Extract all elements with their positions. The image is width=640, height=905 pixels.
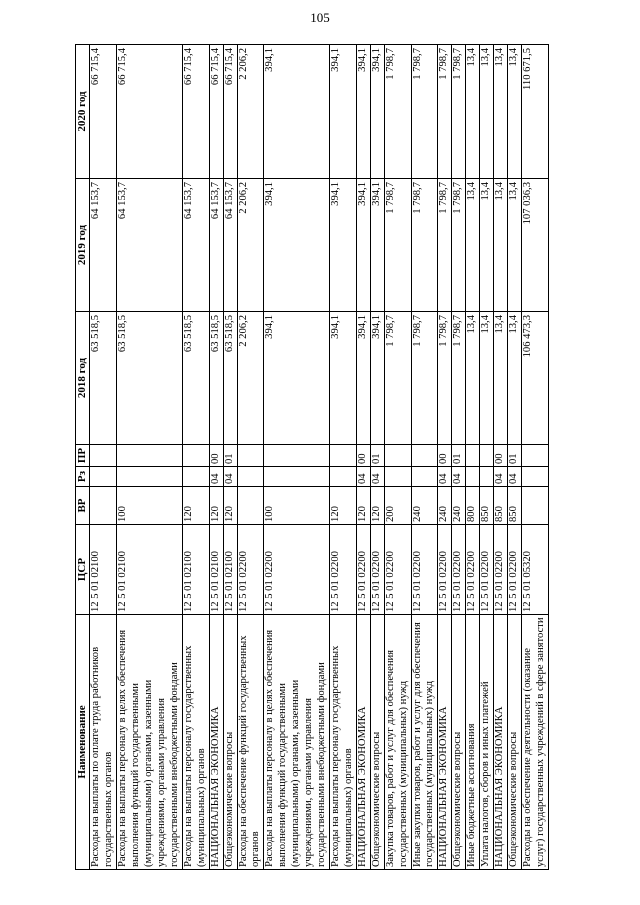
cell-csr: 12 5 01 02100 (209, 525, 223, 615)
cell-pr (330, 445, 357, 467)
cell-2020: 66 715,4 (90, 45, 117, 179)
cell-2018: 63 518,5 (209, 312, 223, 445)
cell-2020: 394,1 (356, 45, 370, 179)
cell-2018: 63 518,5 (117, 312, 183, 445)
cell-rz: 04 (356, 467, 370, 487)
cell-2019: 13,4 (480, 179, 494, 312)
cell-2020: 394,1 (264, 45, 330, 179)
table-row (209, 45, 223, 870)
header-pr: ПР (76, 445, 90, 467)
cell-rz: 04 (370, 467, 384, 487)
cell-2018: 394,1 (370, 312, 384, 445)
cell-2019: 64 153,7 (117, 179, 183, 312)
cell-2018: 1 798,7 (384, 312, 411, 445)
cell-name: НАЦИОНАЛЬНАЯ ЭКОНОМИКА (494, 615, 508, 870)
cell-rz (264, 467, 330, 487)
cell-rz (237, 467, 264, 487)
cell-pr (411, 445, 438, 467)
cell-vr: 240 (452, 487, 466, 525)
header-rz: Рз (76, 467, 90, 487)
table-row (411, 45, 438, 870)
cell-vr (90, 487, 117, 525)
cell-csr: 12 5 01 02100 (117, 525, 183, 615)
cell-name: Расходы на выплаты персоналу в целях обеспечения выполнения функций государственными (муниципальными) органами, казенными учреждениями, органами управления государственными внебюджетными фондами (117, 615, 183, 870)
cell-csr: 12 5 01 02200 (237, 525, 264, 615)
cell-name: Расходы на выплаты персоналу государственных (муниципальных) органов (330, 615, 357, 870)
cell-vr: 850 (480, 487, 494, 525)
cell-rz: 04 (223, 467, 237, 487)
cell-rz: 04 (438, 467, 452, 487)
cell-name: НАЦИОНАЛЬНАЯ ЭКОНОМИКА (356, 615, 370, 870)
cell-csr: 12 5 01 05320 (521, 525, 548, 615)
cell-2019: 394,1 (264, 179, 330, 312)
cell-name: Расходы на обеспечение функций государственных органов (237, 615, 264, 870)
table-row (182, 45, 209, 870)
table-row (452, 45, 466, 870)
rotated-content (75, 45, 590, 870)
cell-rz (411, 467, 438, 487)
cell-2018: 2 206,2 (237, 312, 264, 445)
cell-name: Общеэкономические вопросы (452, 615, 466, 870)
cell-2018: 63 518,5 (182, 312, 209, 445)
cell-2019: 394,1 (356, 179, 370, 312)
cell-2019: 64 153,7 (90, 179, 117, 312)
cell-2020: 66 715,4 (223, 45, 237, 179)
cell-2020: 1 798,7 (452, 45, 466, 179)
cell-pr (90, 445, 117, 467)
cell-2018: 1 798,7 (438, 312, 452, 445)
cell-2019: 64 153,7 (209, 179, 223, 312)
cell-csr: 12 5 01 02200 (356, 525, 370, 615)
cell-vr: 100 (117, 487, 183, 525)
table-row (370, 45, 384, 870)
cell-csr: 12 5 01 02200 (452, 525, 466, 615)
table-row (438, 45, 452, 870)
cell-2019: 13,4 (466, 179, 480, 312)
cell-pr: 00 (438, 445, 452, 467)
cell-pr (237, 445, 264, 467)
cell-name: Иные бюджетные ассигнования (466, 615, 480, 870)
table-row (237, 45, 264, 870)
cell-pr: 00 (356, 445, 370, 467)
cell-vr: 120 (182, 487, 209, 525)
cell-2020: 1 798,7 (438, 45, 452, 179)
cell-rz (384, 467, 411, 487)
cell-name: НАЦИОНАЛЬНАЯ ЭКОНОМИКА (438, 615, 452, 870)
table-row (480, 45, 494, 870)
cell-name: Иные закупки товаров, работ и услуг для обеспечения государственных (муниципальных) нужд (411, 615, 438, 870)
cell-pr: 01 (370, 445, 384, 467)
cell-2019: 107 036,3 (521, 179, 548, 312)
cell-pr: 01 (223, 445, 237, 467)
cell-vr: 120 (370, 487, 384, 525)
header-2020: 2020 год (76, 45, 90, 179)
cell-name: Расходы на выплаты персоналу государственных (муниципальных) органов (182, 615, 209, 870)
cell-vr: 200 (384, 487, 411, 525)
cell-2019: 1 798,7 (384, 179, 411, 312)
cell-csr: 12 5 01 02200 (466, 525, 480, 615)
table-row (494, 45, 508, 870)
rotated-page-area (75, 45, 590, 870)
cell-2019: 13,4 (494, 179, 508, 312)
cell-pr (480, 445, 494, 467)
cell-2019: 1 798,7 (452, 179, 466, 312)
cell-rz (117, 467, 183, 487)
cell-rz: 04 (452, 467, 466, 487)
cell-2020: 66 715,4 (117, 45, 183, 179)
cell-name: НАЦИОНАЛЬНАЯ ЭКОНОМИКА (209, 615, 223, 870)
cell-vr: 240 (411, 487, 438, 525)
cell-2018: 394,1 (330, 312, 357, 445)
cell-csr: 12 5 01 02200 (384, 525, 411, 615)
cell-pr (117, 445, 183, 467)
cell-csr: 12 5 01 02100 (182, 525, 209, 615)
cell-pr (521, 445, 548, 467)
cell-2020: 394,1 (330, 45, 357, 179)
cell-rz (182, 467, 209, 487)
cell-2020: 66 715,4 (182, 45, 209, 179)
cell-csr: 12 5 01 02200 (264, 525, 330, 615)
cell-csr: 12 5 01 02200 (370, 525, 384, 615)
cell-rz: 04 (494, 467, 508, 487)
cell-csr: 12 5 01 02200 (438, 525, 452, 615)
cell-name: Расходы на обеспечение деятельности (оказание услуг) государственных учреждений в сфере занятости (521, 615, 548, 870)
cell-csr: 12 5 01 02100 (223, 525, 237, 615)
cell-pr (466, 445, 480, 467)
cell-name: Общеэкономические вопросы (223, 615, 237, 870)
cell-vr: 850 (507, 487, 521, 525)
cell-pr: 01 (452, 445, 466, 467)
cell-2018: 63 518,5 (90, 312, 117, 445)
cell-2020: 1 798,7 (384, 45, 411, 179)
table-body (90, 45, 548, 870)
cell-pr: 00 (494, 445, 508, 467)
cell-csr: 12 5 01 02100 (90, 525, 117, 615)
cell-csr: 12 5 01 02200 (507, 525, 521, 615)
page-number: 105 (310, 10, 330, 25)
cell-2018: 1 798,7 (411, 312, 438, 445)
cell-pr: 00 (209, 445, 223, 467)
cell-vr: 800 (466, 487, 480, 525)
table-row (521, 45, 548, 870)
cell-2020: 13,4 (466, 45, 480, 179)
table-row (466, 45, 480, 870)
cell-csr: 12 5 01 02200 (494, 525, 508, 615)
cell-2019: 394,1 (330, 179, 357, 312)
table-row (384, 45, 411, 870)
cell-2018: 13,4 (507, 312, 521, 445)
cell-vr (237, 487, 264, 525)
cell-2018: 13,4 (494, 312, 508, 445)
cell-vr: 120 (209, 487, 223, 525)
cell-2019: 64 153,7 (182, 179, 209, 312)
cell-pr (264, 445, 330, 467)
cell-vr: 120 (356, 487, 370, 525)
cell-2019: 1 798,7 (411, 179, 438, 312)
cell-rz (466, 467, 480, 487)
cell-vr (521, 487, 548, 525)
cell-pr (182, 445, 209, 467)
cell-2019: 13,4 (507, 179, 521, 312)
cell-2020: 13,4 (494, 45, 508, 179)
cell-vr: 120 (223, 487, 237, 525)
cell-2019: 2 206,2 (237, 179, 264, 312)
cell-2020: 13,4 (480, 45, 494, 179)
header-2019: 2019 год (76, 179, 90, 312)
table-row (117, 45, 183, 870)
cell-name: Расходы на выплаты по оплате труда работников государственных органов (90, 615, 117, 870)
cell-csr: 12 5 01 02200 (330, 525, 357, 615)
table-header-row (76, 45, 90, 870)
cell-name: Общеэкономические вопросы (507, 615, 521, 870)
table-row (264, 45, 330, 870)
cell-name: Общеэкономические вопросы (370, 615, 384, 870)
cell-rz (521, 467, 548, 487)
header-2018: 2018 год (76, 312, 90, 445)
cell-2020: 13,4 (507, 45, 521, 179)
cell-csr: 12 5 01 02200 (411, 525, 438, 615)
cell-2019: 1 798,7 (438, 179, 452, 312)
cell-2018: 394,1 (264, 312, 330, 445)
cell-rz: 04 (507, 467, 521, 487)
cell-2020: 110 671,5 (521, 45, 548, 179)
table-row (356, 45, 370, 870)
header-vr: ВР (76, 487, 90, 525)
cell-2020: 1 798,7 (411, 45, 438, 179)
cell-name: Расходы на выплаты персоналу в целях обеспечения выполнения функций государственными (муниципальными) органами, казенными учреждениями, органами управления государственными внебюджетными фондами (264, 615, 330, 870)
cell-2018: 13,4 (480, 312, 494, 445)
cell-2019: 64 153,7 (223, 179, 237, 312)
cell-name: Уплата налогов, сборов и иных платежей (480, 615, 494, 870)
header-name: Наименование (76, 615, 90, 870)
cell-vr: 100 (264, 487, 330, 525)
table-row (507, 45, 521, 870)
header-csr: ЦСР (76, 525, 90, 615)
cell-rz (90, 467, 117, 487)
cell-csr: 12 5 01 02200 (480, 525, 494, 615)
budget-table (75, 44, 549, 870)
cell-2019: 394,1 (370, 179, 384, 312)
table-row (330, 45, 357, 870)
cell-2020: 2 206,2 (237, 45, 264, 179)
cell-pr: 01 (507, 445, 521, 467)
table-row (90, 45, 117, 870)
cell-vr: 850 (494, 487, 508, 525)
cell-2018: 1 798,7 (452, 312, 466, 445)
cell-rz: 04 (209, 467, 223, 487)
cell-pr (384, 445, 411, 467)
cell-rz (330, 467, 357, 487)
cell-name: Закупка товаров, работ и услуг для обеспечения государственных (муниципальных) нужд (384, 615, 411, 870)
cell-vr: 240 (438, 487, 452, 525)
cell-rz (480, 467, 494, 487)
cell-2018: 106 473,3 (521, 312, 548, 445)
cell-2018: 394,1 (356, 312, 370, 445)
cell-2018: 63 518,5 (223, 312, 237, 445)
table-row (223, 45, 237, 870)
cell-2020: 394,1 (370, 45, 384, 179)
cell-2020: 66 715,4 (209, 45, 223, 179)
cell-vr: 120 (330, 487, 357, 525)
cell-2018: 13,4 (466, 312, 480, 445)
